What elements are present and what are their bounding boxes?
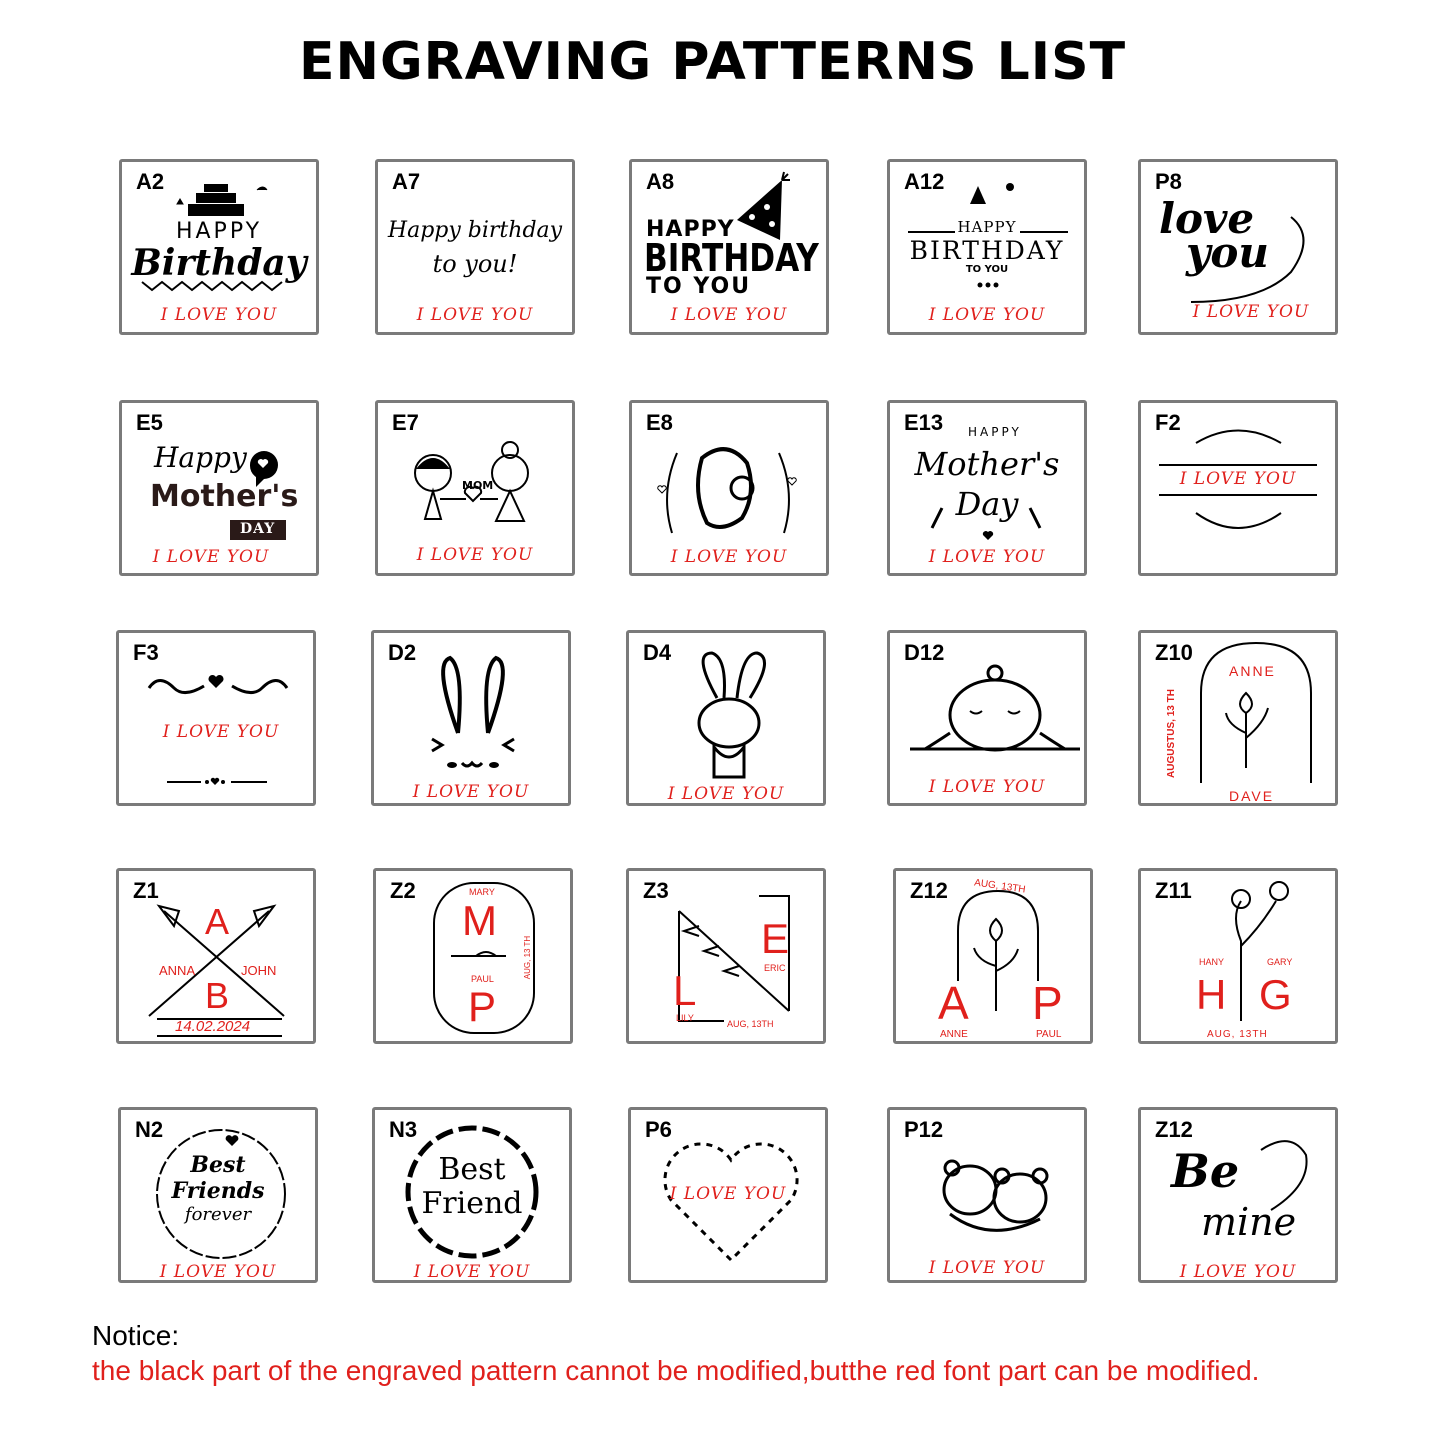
pattern-code: Z2 — [390, 878, 416, 903]
editable-initial[interactable]: H — [1196, 971, 1227, 1018]
pattern-code: Z11 — [1155, 878, 1192, 903]
editable-name[interactable]: DAVE — [1229, 788, 1275, 804]
pattern-tile-e8[interactable] — [629, 400, 829, 576]
pattern-text: DAY — [240, 521, 276, 537]
pattern-code: Z12 — [910, 878, 948, 903]
pattern-tile-p8[interactable] — [1138, 159, 1338, 335]
editable-name[interactable]: GARY — [1267, 957, 1293, 967]
pattern-text: HAPPY — [968, 425, 1022, 439]
pattern-text: TO YOU — [965, 264, 1009, 275]
i-love-you-text: I LOVE YOU — [162, 722, 280, 742]
pattern-code: A7 — [392, 169, 421, 194]
pattern-code: P8 — [1155, 169, 1182, 194]
editable-date[interactable]: AUG, 13TH — [973, 877, 1027, 896]
i-love-you-text: I LOVE YOU — [1192, 302, 1310, 322]
pattern-text: HAPPY — [957, 218, 1017, 236]
editable-initial[interactable]: A — [938, 977, 969, 1029]
pattern-text: Happy — [154, 441, 247, 474]
pattern-code: A2 — [136, 169, 165, 194]
pattern-code: D4 — [643, 640, 672, 665]
pattern-code: Z3 — [643, 878, 669, 903]
pattern-code: D2 — [388, 640, 417, 665]
notice-label: Notice: — [92, 1320, 180, 1351]
notice-text: the black part of the engraved pattern cannot be modified,butthe red font part can be modified. — [92, 1355, 1260, 1386]
pattern-tile-z10[interactable] — [1138, 630, 1338, 806]
pattern-tile-z11[interactable] — [1138, 868, 1338, 1044]
pattern-text: love — [1159, 194, 1255, 243]
pattern-tile-a8[interactable] — [629, 159, 829, 335]
pattern-text: to you! — [432, 250, 518, 278]
editable-name[interactable]: ANNA — [159, 963, 196, 978]
i-love-you-text: I LOVE YOU — [412, 782, 530, 802]
pattern-text: mine — [1201, 1200, 1297, 1244]
i-love-you-text: I LOVE YOU — [413, 1262, 531, 1282]
editable-initial[interactable]: L — [673, 967, 697, 1014]
pattern-tile-z12-be-mine[interactable] — [1138, 1107, 1338, 1283]
page-title: ENGRAVING PATTERNS LIST — [298, 32, 1127, 92]
pattern-tile-p12[interactable] — [887, 1107, 1087, 1283]
editable-name[interactable]: ANNE — [940, 1029, 968, 1040]
pattern-text: Mother's — [150, 479, 299, 514]
pattern-tile-z1[interactable] — [116, 868, 316, 1044]
i-love-you-text: I LOVE YOU — [928, 305, 1046, 325]
pattern-code: A8 — [646, 169, 675, 194]
pattern-tile-d4[interactable] — [626, 630, 826, 806]
pattern-tile-a7[interactable] — [375, 159, 575, 335]
i-love-you-text: I LOVE YOU — [928, 547, 1046, 567]
editable-date[interactable]: AUG, 13 TH — [523, 935, 533, 980]
editable-date[interactable]: AUGUSTUS, 13 TH — [1165, 689, 1177, 778]
editable-initial[interactable]: B — [205, 975, 230, 1016]
pattern-code: E8 — [646, 410, 673, 435]
pattern-tile-n2[interactable] — [118, 1107, 318, 1283]
editable-date[interactable]: AUG, 13TH — [727, 1019, 774, 1029]
editable-name[interactable]: ANNE — [1229, 663, 1276, 679]
pattern-tile-z3[interactable] — [626, 868, 826, 1044]
i-love-you-text: I LOVE YOU — [669, 1184, 787, 1204]
pattern-tile-e7[interactable] — [375, 400, 575, 576]
pattern-text: BIRTHDAY — [909, 236, 1065, 265]
pattern-text: HAPPY — [646, 217, 735, 242]
pattern-code: P12 — [904, 1117, 944, 1142]
pattern-tile-f3[interactable] — [116, 630, 316, 806]
pattern-tile-z2[interactable] — [373, 868, 573, 1044]
i-love-you-text: I LOVE YOU — [1179, 469, 1297, 489]
pattern-text: Happy birthday — [387, 218, 563, 243]
pattern-text: HAPPY — [175, 219, 263, 244]
pattern-text: Friend — [421, 1186, 523, 1221]
pattern-text: forever — [184, 1204, 252, 1225]
pattern-code: D12 — [904, 640, 945, 665]
pattern-tile-z12-arch[interactable] — [893, 868, 1093, 1044]
editable-name[interactable]: HANY — [1199, 957, 1225, 967]
pattern-text: Be — [1171, 1144, 1240, 1198]
i-love-you-text: I LOVE YOU — [928, 1258, 1046, 1278]
pattern-code: Z1 — [133, 878, 159, 903]
pattern-code: P6 — [645, 1117, 672, 1142]
editable-date[interactable]: 14.02.2024 — [175, 1018, 251, 1035]
pattern-tile-f2[interactable] — [1138, 400, 1338, 576]
editable-name[interactable]: ERIC — [764, 963, 786, 973]
pattern-text: Friends — [171, 1178, 265, 1204]
pattern-tile-e5[interactable] — [119, 400, 319, 576]
pattern-text: Day — [955, 485, 1019, 523]
pattern-tile-a12[interactable] — [887, 159, 1087, 335]
pattern-code: N2 — [135, 1117, 164, 1142]
editable-name[interactable]: MARY — [469, 887, 495, 897]
pattern-code: Z12 — [1155, 1117, 1193, 1142]
pattern-text: MOM — [462, 479, 494, 492]
pattern-text: Mother's — [914, 445, 1060, 483]
i-love-you-text: I LOVE YOU — [670, 305, 788, 325]
pattern-code: E7 — [392, 410, 419, 435]
i-love-you-text: I LOVE YOU — [928, 777, 1046, 797]
editable-initial[interactable]: P — [468, 983, 497, 1030]
pattern-code: E5 — [136, 410, 163, 435]
i-love-you-text: I LOVE YOU — [667, 784, 785, 804]
i-love-you-text: I LOVE YOU — [152, 547, 270, 567]
pattern-tile-d12[interactable] — [887, 630, 1087, 806]
pattern-tile-e13[interactable] — [887, 400, 1087, 576]
pattern-code: Z10 — [1155, 640, 1193, 665]
pattern-text: BIRTHDAY — [644, 236, 819, 280]
pattern-text: you — [1186, 228, 1269, 277]
pattern-tile-d2[interactable] — [371, 630, 571, 806]
pattern-code: A12 — [904, 169, 945, 194]
pattern-text: Birthday — [131, 242, 307, 284]
pattern-code: N3 — [389, 1117, 418, 1142]
i-love-you-text: I LOVE YOU — [416, 545, 534, 565]
editable-name[interactable]: JOHN — [241, 963, 277, 978]
i-love-you-text: I LOVE YOU — [1179, 1262, 1297, 1282]
pattern-text: TO YOU — [646, 274, 752, 299]
editable-initial[interactable]: G — [1259, 971, 1292, 1018]
pattern-text: Best — [190, 1152, 246, 1178]
editable-initial[interactable]: P — [1032, 977, 1063, 1029]
editable-name[interactable]: PAUL — [471, 974, 494, 984]
pattern-code: F2 — [1155, 410, 1181, 435]
editable-name[interactable]: PAUL — [1036, 1029, 1062, 1040]
pattern-tile-n3[interactable] — [372, 1107, 572, 1283]
editable-initial[interactable]: M — [462, 897, 497, 944]
pattern-tile-a2[interactable] — [119, 159, 319, 335]
editable-initial[interactable]: E — [761, 915, 790, 962]
pattern-tile-p6[interactable] — [628, 1107, 828, 1283]
editable-initial[interactable]: A — [205, 901, 230, 942]
i-love-you-text: I LOVE YOU — [160, 305, 278, 325]
i-love-you-text: I LOVE YOU — [670, 547, 788, 567]
i-love-you-text: I LOVE YOU — [416, 305, 534, 325]
i-love-you-text: I LOVE YOU — [159, 1262, 277, 1282]
pattern-text: Best — [438, 1152, 506, 1187]
editable-date[interactable]: AUG, 13TH — [1207, 1029, 1268, 1040]
pattern-code: F3 — [133, 640, 159, 665]
editable-name[interactable]: LILY — [676, 1013, 694, 1023]
pattern-code: E13 — [904, 410, 944, 435]
